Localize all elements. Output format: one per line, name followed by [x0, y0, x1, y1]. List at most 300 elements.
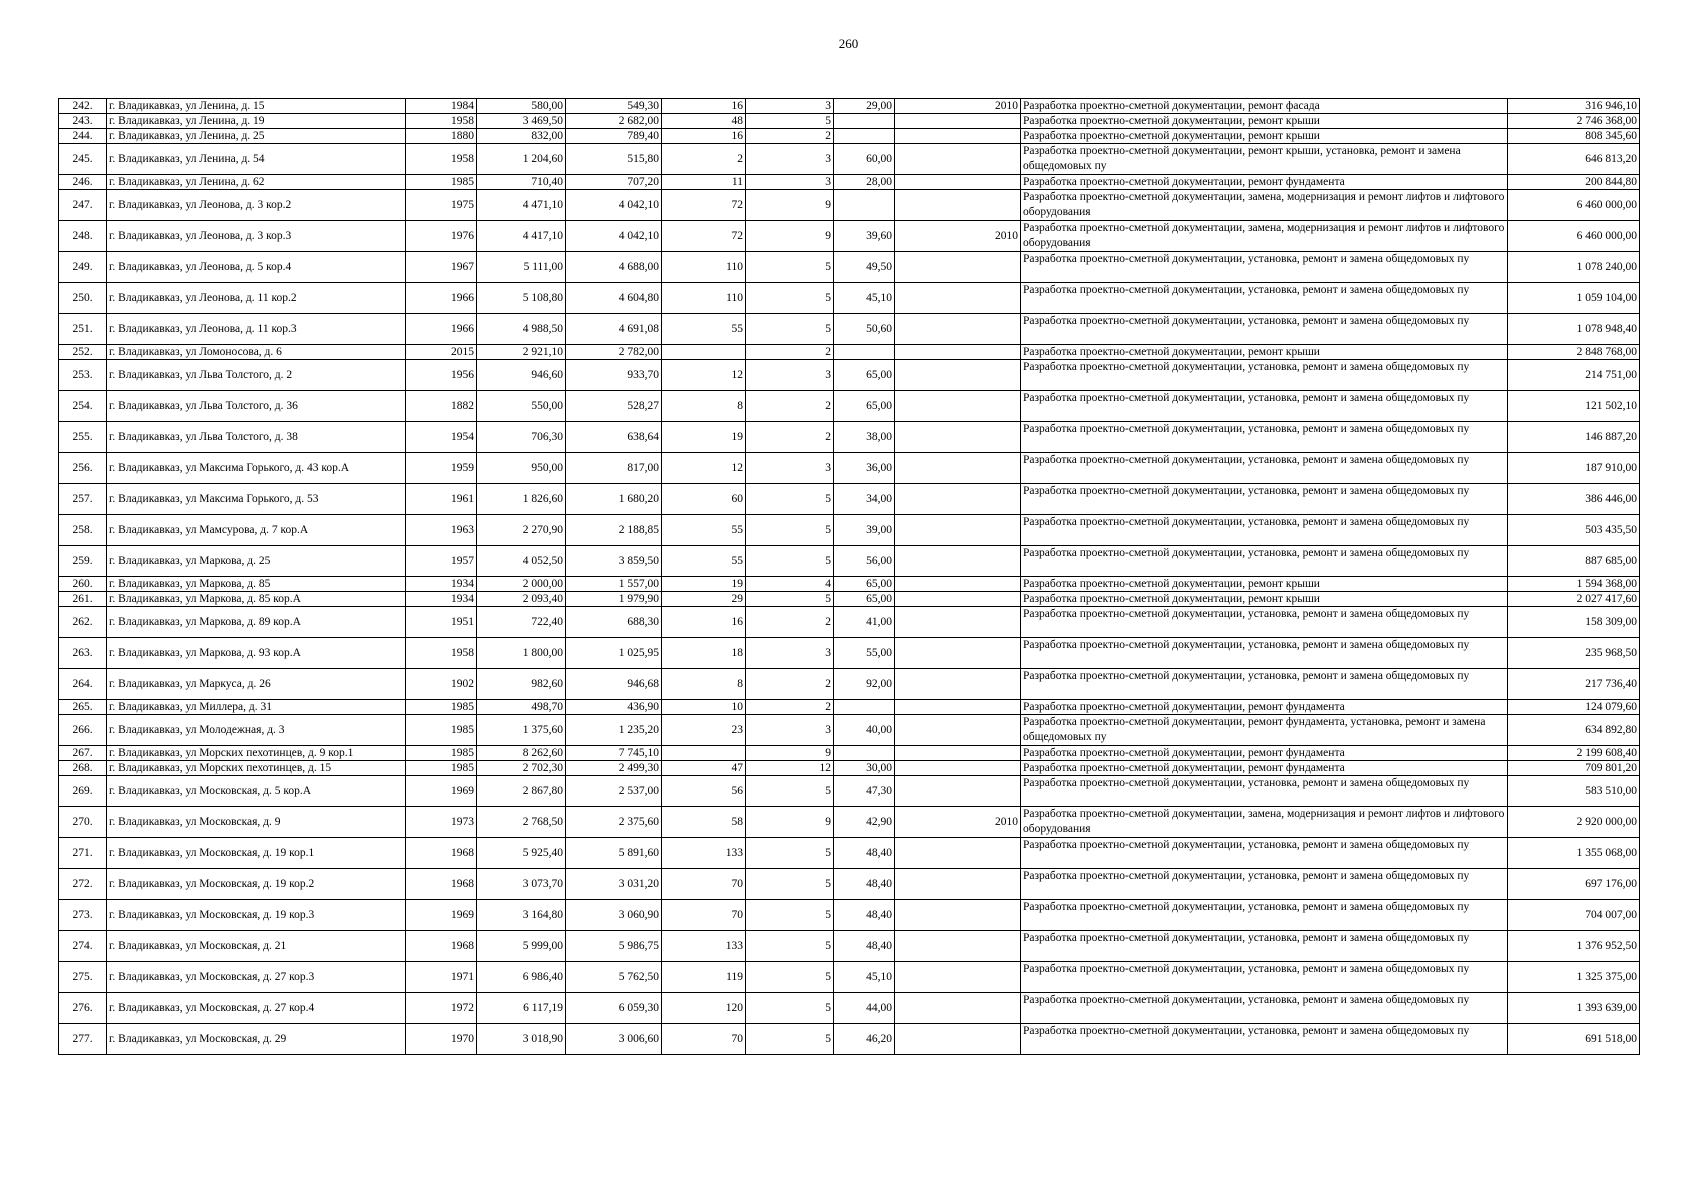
- floors-cell: 3: [746, 144, 834, 175]
- total-area-cell: 722,40: [477, 607, 566, 638]
- table-row: [59, 99, 1640, 114]
- last-repair-year-cell: [895, 1024, 1021, 1055]
- work-type-cell: Разработка проектно-сметной документации, установка, ремонт и замена общедомовых пу: [1021, 869, 1508, 900]
- table-row: [59, 484, 1640, 515]
- residents-cell: 19: [662, 577, 746, 592]
- wear-percent-cell: 48,40: [834, 931, 895, 962]
- floors-cell: 5: [746, 1024, 834, 1055]
- total-area-cell: 3 073,70: [477, 869, 566, 900]
- address-cell: г. Владикавказ, ул Московская, д. 29: [107, 1024, 406, 1055]
- wear-percent-cell: 55,00: [834, 638, 895, 669]
- cost-cell: 1 078 240,00: [1508, 252, 1640, 283]
- living-area-cell: 549,30: [566, 99, 662, 114]
- address-cell: г. Владикавказ, ул Леонова, д. 11 кор.3: [107, 314, 406, 345]
- total-area-cell: 5 108,80: [477, 283, 566, 314]
- address-cell: г. Владикавказ, ул Маркова, д. 85 кор.А: [107, 592, 406, 607]
- year-built-cell: 1902: [406, 669, 477, 700]
- floors-cell: 2: [746, 129, 834, 144]
- last-repair-year-cell: [895, 715, 1021, 746]
- year-built-cell: 1956: [406, 360, 477, 391]
- living-area-cell: 1 025,95: [566, 638, 662, 669]
- year-built-cell: 1985: [406, 746, 477, 761]
- last-repair-year-cell: [895, 761, 1021, 776]
- year-built-cell: 1954: [406, 422, 477, 453]
- year-built-cell: 1934: [406, 577, 477, 592]
- floors-cell: 3: [746, 453, 834, 484]
- work-type-cell: Разработка проектно-сметной документации, установка, ремонт и замена общедомовых пу: [1021, 931, 1508, 962]
- address-cell: г. Владикавказ, ул Молодежная, д. 3: [107, 715, 406, 746]
- address-cell: г. Владикавказ, ул Московская, д. 27 кор.4: [107, 993, 406, 1024]
- work-type-cell: Разработка проектно-сметной документации, установка, ремонт и замена общедомовых пу: [1021, 993, 1508, 1024]
- floors-cell: 5: [746, 252, 834, 283]
- work-type-cell: Разработка проектно-сметной документации, ремонт крыши: [1021, 114, 1508, 129]
- living-area-cell: 3 006,60: [566, 1024, 662, 1055]
- living-area-cell: 3 031,20: [566, 869, 662, 900]
- wear-percent-cell: 56,00: [834, 546, 895, 577]
- page-number: 260: [838, 36, 859, 51]
- cost-cell: 1 393 639,00: [1508, 993, 1640, 1024]
- total-area-cell: 1 375,60: [477, 715, 566, 746]
- table-row: [59, 314, 1640, 345]
- wear-percent-cell: 45,10: [834, 283, 895, 314]
- year-built-cell: 1985: [406, 700, 477, 715]
- row-number-cell: 269.: [59, 776, 107, 807]
- residents-cell: 133: [662, 838, 746, 869]
- residents-cell: 19: [662, 422, 746, 453]
- year-built-cell: 1970: [406, 1024, 477, 1055]
- table-row: [59, 546, 1640, 577]
- row-number-cell: 274.: [59, 931, 107, 962]
- cost-cell: 634 892,80: [1508, 715, 1640, 746]
- living-area-cell: 436,90: [566, 700, 662, 715]
- living-area-cell: 2 499,30: [566, 761, 662, 776]
- work-type-cell: Разработка проектно-сметной документации, установка, ремонт и замена общедомовых пу: [1021, 838, 1508, 869]
- living-area-cell: 4 604,80: [566, 283, 662, 314]
- residents-cell: 55: [662, 546, 746, 577]
- address-cell: г. Владикавказ, ул Ленина, д. 54: [107, 144, 406, 175]
- work-type-cell: Разработка проектно-сметной документации, ремонт фундамента: [1021, 761, 1508, 776]
- floors-cell: 5: [746, 484, 834, 515]
- work-type-cell: Разработка проектно-сметной документации, замена, модернизация и ремонт лифтов и лифтового оборудования: [1021, 190, 1508, 221]
- cost-cell: 386 446,00: [1508, 484, 1640, 515]
- cost-cell: 2 920 000,00: [1508, 807, 1640, 838]
- cost-cell: 6 460 000,00: [1508, 221, 1640, 252]
- cost-cell: 121 502,10: [1508, 391, 1640, 422]
- year-built-cell: 1971: [406, 962, 477, 993]
- last-repair-year-cell: [895, 129, 1021, 144]
- work-type-cell: Разработка проектно-сметной документации, установка, ремонт и замена общедомовых пу: [1021, 962, 1508, 993]
- living-area-cell: 789,40: [566, 129, 662, 144]
- residents-cell: [662, 746, 746, 761]
- year-built-cell: 1968: [406, 931, 477, 962]
- cost-cell: 316 946,10: [1508, 99, 1640, 114]
- total-area-cell: 1 826,60: [477, 484, 566, 515]
- residents-cell: 16: [662, 607, 746, 638]
- row-number-cell: 245.: [59, 144, 107, 175]
- address-cell: г. Владикавказ, ул Ломоносова, д. 6: [107, 345, 406, 360]
- year-built-cell: 1968: [406, 869, 477, 900]
- residents-cell: 48: [662, 114, 746, 129]
- living-area-cell: 4 042,10: [566, 190, 662, 221]
- row-number-cell: 246.: [59, 175, 107, 190]
- cost-cell: 124 079,60: [1508, 700, 1640, 715]
- year-built-cell: 1958: [406, 144, 477, 175]
- cost-cell: 187 910,00: [1508, 453, 1640, 484]
- last-repair-year-cell: [895, 515, 1021, 546]
- wear-percent-cell: 34,00: [834, 484, 895, 515]
- address-cell: г. Владикавказ, ул Московская, д. 19 кор.1: [107, 838, 406, 869]
- cost-cell: 2 848 768,00: [1508, 345, 1640, 360]
- work-type-cell: Разработка проектно-сметной документации, ремонт крыши, установка, ремонт и замена общедомовых пу: [1021, 144, 1508, 175]
- year-built-cell: 1966: [406, 314, 477, 345]
- total-area-cell: 580,00: [477, 99, 566, 114]
- year-built-cell: 1967: [406, 252, 477, 283]
- floors-cell: 2: [746, 700, 834, 715]
- wear-percent-cell: 30,00: [834, 761, 895, 776]
- total-area-cell: 2 702,30: [477, 761, 566, 776]
- floors-cell: 9: [746, 807, 834, 838]
- work-type-cell: Разработка проектно-сметной документации, установка, ремонт и замена общедомовых пу: [1021, 453, 1508, 484]
- table-row: [59, 391, 1640, 422]
- address-cell: г. Владикавказ, ул Ленина, д. 25: [107, 129, 406, 144]
- row-number-cell: 243.: [59, 114, 107, 129]
- living-area-cell: 946,68: [566, 669, 662, 700]
- table-row: [59, 638, 1640, 669]
- year-built-cell: 1880: [406, 129, 477, 144]
- total-area-cell: 1 204,60: [477, 144, 566, 175]
- total-area-cell: 2 093,40: [477, 592, 566, 607]
- row-number-cell: 275.: [59, 962, 107, 993]
- work-type-cell: Разработка проектно-сметной документации, установка, ремонт и замена общедомовых пу: [1021, 283, 1508, 314]
- address-cell: г. Владикавказ, ул Маркова, д. 25: [107, 546, 406, 577]
- wear-percent-cell: 46,20: [834, 1024, 895, 1055]
- floors-cell: 2: [746, 345, 834, 360]
- row-number-cell: 253.: [59, 360, 107, 391]
- address-cell: г. Владикавказ, ул Максима Горького, д. 43 кор.А: [107, 453, 406, 484]
- year-built-cell: 1958: [406, 638, 477, 669]
- living-area-cell: 933,70: [566, 360, 662, 391]
- year-built-cell: 1951: [406, 607, 477, 638]
- row-number-cell: 273.: [59, 900, 107, 931]
- total-area-cell: 4 988,50: [477, 314, 566, 345]
- residents-cell: 8: [662, 391, 746, 422]
- table-row: [59, 283, 1640, 314]
- wear-percent-cell: 39,60: [834, 221, 895, 252]
- cost-cell: 217 736,40: [1508, 669, 1640, 700]
- wear-percent-cell: 65,00: [834, 592, 895, 607]
- residents-cell: 70: [662, 900, 746, 931]
- last-repair-year-cell: [895, 190, 1021, 221]
- floors-cell: 5: [746, 314, 834, 345]
- work-type-cell: Разработка проектно-сметной документации, ремонт фундамента: [1021, 746, 1508, 761]
- last-repair-year-cell: [895, 391, 1021, 422]
- table-row: [59, 175, 1640, 190]
- row-number-cell: 272.: [59, 869, 107, 900]
- residents-cell: 11: [662, 175, 746, 190]
- row-number-cell: 268.: [59, 761, 107, 776]
- floors-cell: 5: [746, 546, 834, 577]
- total-area-cell: 832,00: [477, 129, 566, 144]
- address-cell: г. Владикавказ, ул Маркуса, д. 26: [107, 669, 406, 700]
- year-built-cell: 1985: [406, 761, 477, 776]
- address-cell: г. Владикавказ, ул Московская, д. 21: [107, 931, 406, 962]
- wear-percent-cell: [834, 345, 895, 360]
- last-repair-year-cell: [895, 700, 1021, 715]
- row-number-cell: 242.: [59, 99, 107, 114]
- residents-cell: 72: [662, 221, 746, 252]
- residents-cell: 16: [662, 99, 746, 114]
- address-cell: г. Владикавказ, ул Максима Горького, д. 53: [107, 484, 406, 515]
- cost-cell: 1 355 068,00: [1508, 838, 1640, 869]
- year-built-cell: 1968: [406, 838, 477, 869]
- work-type-cell: Разработка проектно-сметной документации, ремонт крыши: [1021, 129, 1508, 144]
- living-area-cell: 638,64: [566, 422, 662, 453]
- living-area-cell: 5 891,60: [566, 838, 662, 869]
- total-area-cell: 2 000,00: [477, 577, 566, 592]
- work-type-cell: Разработка проектно-сметной документации, ремонт фундамента: [1021, 175, 1508, 190]
- wear-percent-cell: [834, 190, 895, 221]
- work-type-cell: Разработка проектно-сметной документации, ремонт фундамента, установка, ремонт и замена общедомовых пу: [1021, 715, 1508, 746]
- total-area-cell: 6 986,40: [477, 962, 566, 993]
- address-cell: г. Владикавказ, ул Льва Толстого, д. 38: [107, 422, 406, 453]
- living-area-cell: 1 557,00: [566, 577, 662, 592]
- row-number-cell: 264.: [59, 669, 107, 700]
- wear-percent-cell: 60,00: [834, 144, 895, 175]
- last-repair-year-cell: [895, 900, 1021, 931]
- residents-cell: 110: [662, 252, 746, 283]
- living-area-cell: 528,27: [566, 391, 662, 422]
- wear-percent-cell: 40,00: [834, 715, 895, 746]
- cost-cell: 2 027 417,60: [1508, 592, 1640, 607]
- total-area-cell: 706,30: [477, 422, 566, 453]
- row-number-cell: 244.: [59, 129, 107, 144]
- total-area-cell: 4 471,10: [477, 190, 566, 221]
- total-area-cell: 5 999,00: [477, 931, 566, 962]
- table-row: [59, 453, 1640, 484]
- cost-cell: 1 059 104,00: [1508, 283, 1640, 314]
- year-built-cell: 1969: [406, 776, 477, 807]
- residents-cell: 56: [662, 776, 746, 807]
- work-type-cell: Разработка проектно-сметной документации, ремонт фасада: [1021, 99, 1508, 114]
- floors-cell: 2: [746, 391, 834, 422]
- row-number-cell: 271.: [59, 838, 107, 869]
- year-built-cell: 1958: [406, 114, 477, 129]
- floors-cell: 5: [746, 515, 834, 546]
- table-row: [59, 746, 1640, 761]
- work-type-cell: Разработка проектно-сметной документации, ремонт фундамента: [1021, 700, 1508, 715]
- floors-cell: 5: [746, 931, 834, 962]
- wear-percent-cell: [834, 129, 895, 144]
- wear-percent-cell: 42,90: [834, 807, 895, 838]
- residents-cell: 16: [662, 129, 746, 144]
- floors-cell: 12: [746, 761, 834, 776]
- table-row: [59, 345, 1640, 360]
- living-area-cell: 3 060,90: [566, 900, 662, 931]
- total-area-cell: 1 800,00: [477, 638, 566, 669]
- wear-percent-cell: 45,10: [834, 962, 895, 993]
- year-built-cell: 1966: [406, 283, 477, 314]
- work-type-cell: Разработка проектно-сметной документации, установка, ремонт и замена общедомовых пу: [1021, 252, 1508, 283]
- table-row: [59, 1024, 1640, 1055]
- work-type-cell: Разработка проектно-сметной документации, ремонт крыши: [1021, 577, 1508, 592]
- cost-cell: 704 007,00: [1508, 900, 1640, 931]
- wear-percent-cell: 48,40: [834, 900, 895, 931]
- last-repair-year-cell: [895, 746, 1021, 761]
- floors-cell: 5: [746, 283, 834, 314]
- row-number-cell: 265.: [59, 700, 107, 715]
- work-type-cell: Разработка проектно-сметной документации, установка, ремонт и замена общедомовых пу: [1021, 422, 1508, 453]
- total-area-cell: 5 111,00: [477, 252, 566, 283]
- last-repair-year-cell: [895, 577, 1021, 592]
- address-cell: г. Владикавказ, ул Московская, д. 27 кор.3: [107, 962, 406, 993]
- total-area-cell: 946,60: [477, 360, 566, 391]
- work-type-cell: Разработка проектно-сметной документации, установка, ремонт и замена общедомовых пу: [1021, 360, 1508, 391]
- residents-cell: 60: [662, 484, 746, 515]
- floors-cell: 5: [746, 900, 834, 931]
- last-repair-year-cell: [895, 175, 1021, 190]
- residents-cell: [662, 345, 746, 360]
- last-repair-year-cell: [895, 360, 1021, 391]
- work-type-cell: Разработка проектно-сметной документации, установка, ремонт и замена общедомовых пу: [1021, 546, 1508, 577]
- address-cell: г. Владикавказ, ул Ленина, д. 62: [107, 175, 406, 190]
- address-cell: г. Владикавказ, ул Ленина, д. 15: [107, 99, 406, 114]
- table-row: [59, 900, 1640, 931]
- work-type-cell: Разработка проектно-сметной документации, установка, ремонт и замена общедомовых пу: [1021, 391, 1508, 422]
- year-built-cell: 2015: [406, 345, 477, 360]
- wear-percent-cell: 48,40: [834, 869, 895, 900]
- table-row: [59, 515, 1640, 546]
- year-built-cell: 1959: [406, 453, 477, 484]
- table-row: [59, 776, 1640, 807]
- floors-cell: 3: [746, 715, 834, 746]
- work-type-cell: Разработка проектно-сметной документации, установка, ремонт и замена общедомовых пу: [1021, 314, 1508, 345]
- row-number-cell: 276.: [59, 993, 107, 1024]
- total-area-cell: 550,00: [477, 391, 566, 422]
- wear-percent-cell: 41,00: [834, 607, 895, 638]
- wear-percent-cell: 36,00: [834, 453, 895, 484]
- year-built-cell: 1957: [406, 546, 477, 577]
- residents-cell: 2: [662, 144, 746, 175]
- floors-cell: 3: [746, 638, 834, 669]
- row-number-cell: 259.: [59, 546, 107, 577]
- living-area-cell: 688,30: [566, 607, 662, 638]
- table-row: [59, 190, 1640, 221]
- living-area-cell: 7 745,10: [566, 746, 662, 761]
- last-repair-year-cell: [895, 314, 1021, 345]
- address-cell: г. Владикавказ, ул Леонова, д. 11 кор.2: [107, 283, 406, 314]
- residents-cell: 110: [662, 283, 746, 314]
- living-area-cell: 2 375,60: [566, 807, 662, 838]
- work-type-cell: Разработка проектно-сметной документации, установка, ремонт и замена общедомовых пу: [1021, 776, 1508, 807]
- address-cell: г. Владикавказ, ул Московская, д. 5 кор.А: [107, 776, 406, 807]
- cost-cell: 2 199 608,40: [1508, 746, 1640, 761]
- work-type-cell: Разработка проектно-сметной документации, установка, ремонт и замена общедомовых пу: [1021, 669, 1508, 700]
- residents-cell: 119: [662, 962, 746, 993]
- wear-percent-cell: 49,50: [834, 252, 895, 283]
- living-area-cell: 4 688,00: [566, 252, 662, 283]
- floors-cell: 5: [746, 869, 834, 900]
- wear-percent-cell: 44,00: [834, 993, 895, 1024]
- floors-cell: 4: [746, 577, 834, 592]
- residents-cell: 120: [662, 993, 746, 1024]
- cost-cell: 1 594 368,00: [1508, 577, 1640, 592]
- table-row: [59, 592, 1640, 607]
- address-cell: г. Владикавказ, ул Морских пехотинцев, д. 9 кор.1: [107, 746, 406, 761]
- floors-cell: 9: [746, 190, 834, 221]
- last-repair-year-cell: [895, 669, 1021, 700]
- residents-cell: 70: [662, 1024, 746, 1055]
- total-area-cell: 710,40: [477, 175, 566, 190]
- wear-percent-cell: [834, 746, 895, 761]
- table-row: [59, 252, 1640, 283]
- address-cell: г. Владикавказ, ул Льва Толстого, д. 2: [107, 360, 406, 391]
- last-repair-year-cell: [895, 962, 1021, 993]
- work-type-cell: Разработка проектно-сметной документации, установка, ремонт и замена общедомовых пу: [1021, 638, 1508, 669]
- work-type-cell: Разработка проектно-сметной документации, установка, ремонт и замена общедомовых пу: [1021, 900, 1508, 931]
- wear-percent-cell: [834, 114, 895, 129]
- address-cell: г. Владикавказ, ул Морских пехотинцев, д. 15: [107, 761, 406, 776]
- work-type-cell: Разработка проектно-сметной документации, установка, ремонт и замена общедомовых пу: [1021, 515, 1508, 546]
- total-area-cell: 3 469,50: [477, 114, 566, 129]
- living-area-cell: 3 859,50: [566, 546, 662, 577]
- residents-cell: 23: [662, 715, 746, 746]
- table-row: [59, 129, 1640, 144]
- wear-percent-cell: 28,00: [834, 175, 895, 190]
- row-number-cell: 249.: [59, 252, 107, 283]
- table-row: [59, 144, 1640, 175]
- table-row: [59, 221, 1640, 252]
- living-area-cell: 1 235,20: [566, 715, 662, 746]
- address-cell: г. Владикавказ, ул Московская, д. 19 кор.2: [107, 869, 406, 900]
- last-repair-year-cell: [895, 607, 1021, 638]
- address-cell: г. Владикавказ, ул Леонова, д. 3 кор.2: [107, 190, 406, 221]
- row-number-cell: 260.: [59, 577, 107, 592]
- residents-cell: 70: [662, 869, 746, 900]
- residents-cell: 72: [662, 190, 746, 221]
- address-cell: г. Владикавказ, ул Мамсурова, д. 7 кор.А: [107, 515, 406, 546]
- address-cell: г. Владикавказ, ул Леонова, д. 3 кор.3: [107, 221, 406, 252]
- last-repair-year-cell: 2010: [895, 807, 1021, 838]
- cost-cell: 503 435,50: [1508, 515, 1640, 546]
- total-area-cell: 3 018,90: [477, 1024, 566, 1055]
- wear-percent-cell: [834, 700, 895, 715]
- floors-cell: 5: [746, 592, 834, 607]
- cost-cell: 583 510,00: [1508, 776, 1640, 807]
- row-number-cell: 247.: [59, 190, 107, 221]
- total-area-cell: 2 867,80: [477, 776, 566, 807]
- work-type-cell: Разработка проектно-сметной документации, замена, модернизация и ремонт лифтов и лифтового оборудования: [1021, 807, 1508, 838]
- floors-cell: 2: [746, 669, 834, 700]
- last-repair-year-cell: 2010: [895, 99, 1021, 114]
- year-built-cell: 1972: [406, 993, 477, 1024]
- living-area-cell: 4 042,10: [566, 221, 662, 252]
- row-number-cell: 255.: [59, 422, 107, 453]
- cost-cell: 146 887,20: [1508, 422, 1640, 453]
- wear-percent-cell: 65,00: [834, 360, 895, 391]
- total-area-cell: 982,60: [477, 669, 566, 700]
- work-type-cell: Разработка проектно-сметной документации, ремонт крыши: [1021, 345, 1508, 360]
- residents-cell: 133: [662, 931, 746, 962]
- residents-cell: 12: [662, 360, 746, 391]
- last-repair-year-cell: [895, 931, 1021, 962]
- total-area-cell: 3 164,80: [477, 900, 566, 931]
- residents-cell: 47: [662, 761, 746, 776]
- address-cell: г. Владикавказ, ул Миллера, д. 31: [107, 700, 406, 715]
- row-number-cell: 262.: [59, 607, 107, 638]
- address-cell: г. Владикавказ, ул Маркова, д. 85: [107, 577, 406, 592]
- row-number-cell: 252.: [59, 345, 107, 360]
- table-row: [59, 607, 1640, 638]
